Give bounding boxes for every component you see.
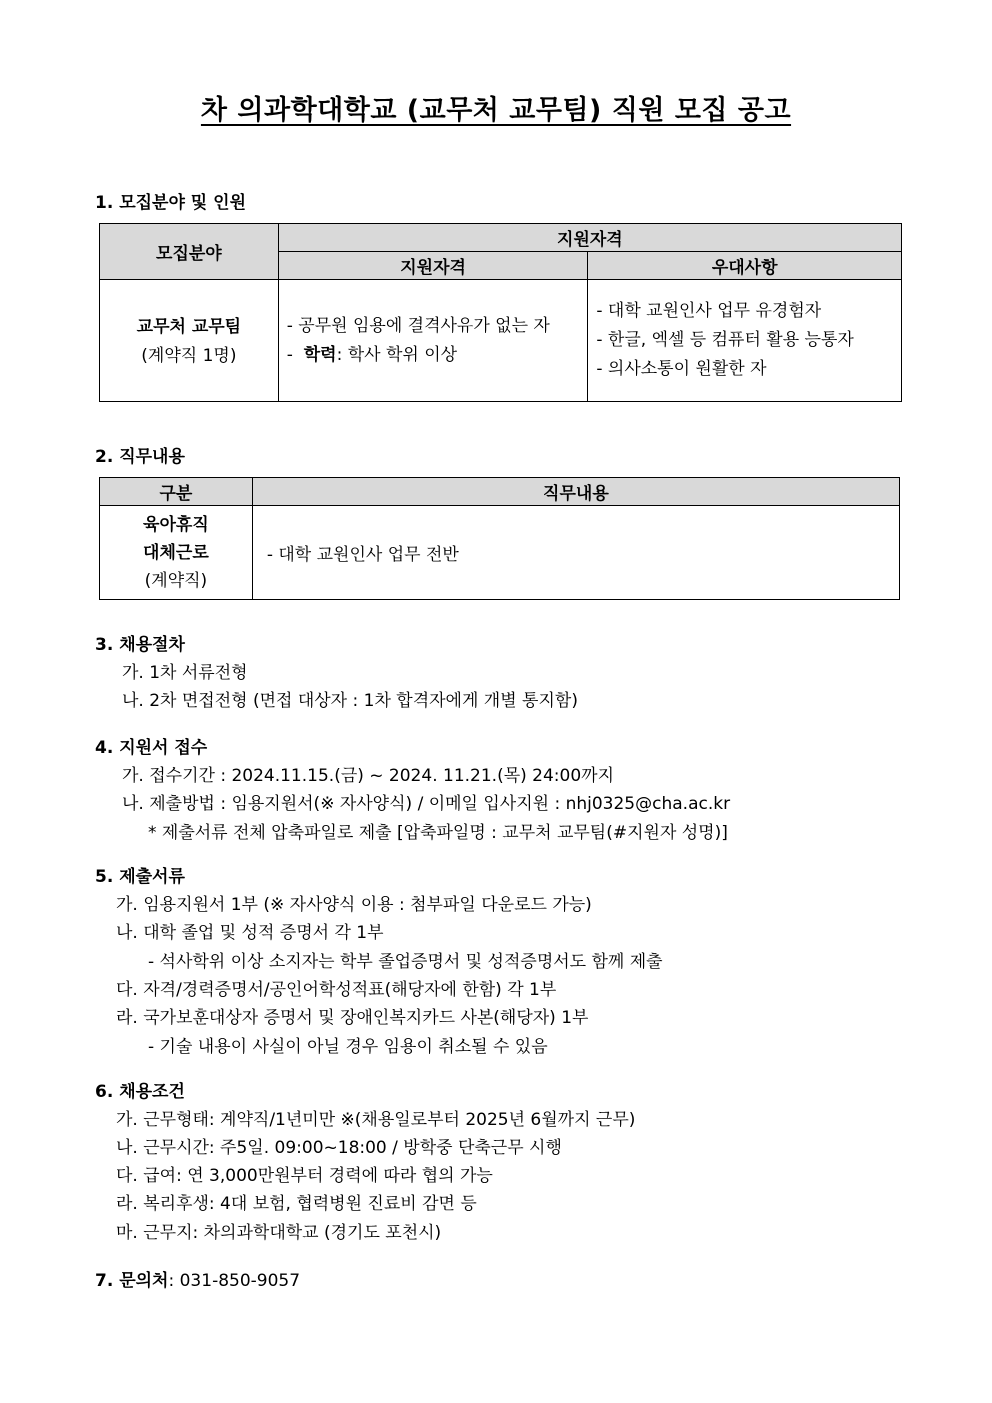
contact-phone: : 031-850-9057 [168,1271,301,1291]
qualification-value: : 학사 학위 이상 [336,344,458,365]
document-subitem: - 석사학위 이상 소지자는 학부 졸업증명서 및 성적증명서도 함께 제출 [148,952,663,972]
preference-item: - 의사소통이 원활한 자 [596,359,767,379]
document-title: 차 의과학대학교 (교무처 교무팀) 직원 모집 공고 [200,95,792,126]
condition-item: 가. 근무형태: 계약직/1년미만 ※(채용일로부터 2025년 6월까지 근무) [116,1110,636,1130]
section-6-heading: 6. 채용조건 [95,1082,185,1102]
field-name: 교무처 교무팀 [136,316,242,337]
th-qualification: 지원자격 [278,252,588,280]
qualification-dash: - [286,344,304,365]
document-item: 가. 임용지원서 1부 (※ 자사양식 이용 : 첨부파일 다운로드 가능) [116,895,592,915]
condition-item: 라. 복리후생: 4대 보험, 협력병원 진료비 감면 등 [116,1194,477,1214]
division-sub: (계약직) [144,570,208,591]
th-qualification-group: 지원자격 [278,224,901,252]
section-5-heading: 5. 제출서류 [95,867,185,887]
document-item: 다. 자격/경력증명서/공인어학성적표(해당자에 한함) 각 1부 [116,980,557,1000]
qualification-item: - 공무원 임용에 결격사유가 없는 자 [286,315,550,336]
contact-line [95,1266,300,1291]
job-item: - 대학 교원인사 업무 전반 [266,545,459,565]
field-cell [100,280,279,402]
qualification-cell [278,280,588,402]
job-cell [252,506,899,600]
section-2-heading: 2. 직무내용 [95,447,185,467]
division-line: 대체근로 [143,542,209,563]
preference-item: - 한글, 엑셀 등 컴퓨터 활용 능통자 [596,330,854,350]
preference-item: - 대학 교원인사 업무 유경험자 [596,301,822,321]
th-preference: 우대사항 [588,252,902,280]
procedure-item: 가. 1차 서류전형 [122,663,248,683]
application-note: * 제출서류 전체 압축파일로 제출 [압축파일명 : 교무처 교무팀(#지원자 성명)] [148,823,728,843]
condition-item: 나. 근무시간: 주5일. 09:00~18:00 / 방학중 단축근무 시행 [116,1138,562,1158]
qualification-label: 학력 [303,344,337,365]
th-job: 직무내용 [252,478,899,506]
section-3-heading: 3. 채용절차 [95,635,185,655]
application-item: 나. 제출방법 : 임용지원서(※ 자사양식) / 이메일 입사지원 : nhj0325@cha.ac.kr [122,794,731,814]
th-field: 모집분야 [100,224,279,280]
section-7-heading: 7. 문의처 [95,1271,169,1291]
document-subitem: - 기술 내용이 사실이 아닐 경우 임용이 취소될 수 있음 [148,1037,548,1057]
application-item: 가. 접수기간 : 2024.11.15.(금) ~ 2024. 11.21.(목) 24:00까지 [122,766,614,786]
qualification-item [287,341,588,370]
recruitment-table [99,223,902,402]
document-item: 라. 국가보훈대상자 증명서 및 장애인복지카드 사본(해당자) 1부 [116,1008,589,1028]
document-item: 나. 대학 졸업 및 성적 증명서 각 1부 [116,923,384,943]
job-table [99,477,900,600]
field-sub: (계약직 1명) [141,345,237,366]
th-division: 구분 [100,478,253,506]
procedure-item: 나. 2차 면접전형 (면접 대상자 : 1차 합격자에게 개별 통지함) [122,691,578,711]
condition-item: 다. 급여: 연 3,000만원부터 경력에 따라 협의 가능 [116,1166,493,1186]
division-line: 육아휴직 [143,514,209,535]
section-4-heading: 4. 지원서 접수 [95,738,208,758]
section-1-heading: 1. 모집분야 및 인원 [95,193,246,213]
condition-item: 마. 근무지: 차의과학대학교 (경기도 포천시) [116,1223,442,1243]
division-cell [100,506,253,600]
preference-cell [588,280,902,402]
